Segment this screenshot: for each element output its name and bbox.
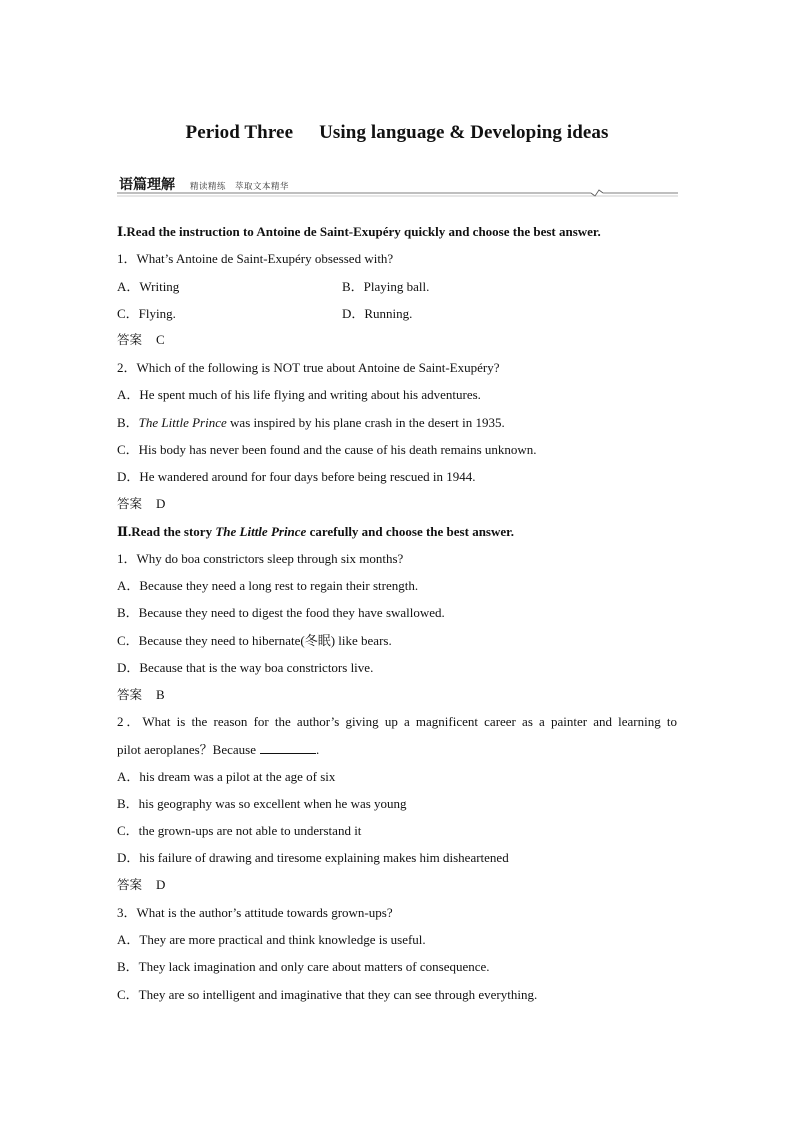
title-topic: Using language & Developing ideas bbox=[319, 122, 609, 143]
s2q3-option-c: C．They are so intelligent and imaginative that they can see through everything. bbox=[117, 987, 538, 1002]
s1q1-option-c: C．Flying. bbox=[117, 306, 176, 321]
s2q3-option-a: A．They are more practical and think knowledge is useful. bbox=[117, 932, 426, 947]
answer-label: 答案 bbox=[117, 687, 143, 702]
answer-label: 答案 bbox=[117, 877, 143, 892]
s2q3-stem: 3．What is the author’s attitude towards grown-ups? bbox=[117, 905, 393, 920]
heading-suffix: carefully and choose the best answer. bbox=[306, 524, 514, 539]
page-title bbox=[0, 122, 794, 144]
s1q1-option-a: A．Writing bbox=[117, 279, 180, 294]
answer-value: D bbox=[156, 496, 166, 511]
s2q3-option-b: B．They lack imagination and only care about matters of consequence. bbox=[117, 959, 490, 974]
section1-heading: Ⅰ.Read the instruction to Antoine de Saint-Exupéry quickly and choose the best answer. bbox=[117, 224, 601, 239]
stem-end: . bbox=[315, 742, 320, 757]
answer-blank bbox=[260, 742, 316, 754]
s1q1-stem: 1．What’s Antoine de Saint-Exupéry obsessed with? bbox=[117, 251, 394, 266]
answer-value: C bbox=[156, 332, 165, 347]
s2q1-option-d: D．Because that is the way boa constrictors live. bbox=[117, 660, 374, 675]
section2-heading bbox=[117, 524, 514, 540]
s1q1-option-d: D．Running. bbox=[342, 306, 413, 321]
banner-main-label: 语篇理解 bbox=[119, 177, 175, 193]
book-title: The Little Prince bbox=[138, 415, 227, 430]
stem-text: pilot aeroplanes？Because bbox=[117, 742, 256, 757]
s2q1-option-a: A．Because they need a long rest to regain their strength. bbox=[117, 578, 419, 593]
s1q2-stem: 2．Which of the following is NOT true about Antoine de Saint-Exupéry? bbox=[117, 360, 500, 375]
s1q1-options-row2 bbox=[117, 306, 677, 322]
answer-value: B bbox=[156, 687, 165, 702]
s2q2-answer bbox=[117, 877, 165, 893]
s2q2-stem-line2 bbox=[117, 742, 319, 758]
s2q1-option-c: C．Because they need to hibernate(冬眠) like bears. bbox=[117, 633, 392, 648]
title-period: Period Three bbox=[185, 122, 294, 143]
answer-label: 答案 bbox=[117, 332, 143, 347]
s1q1-option-b: B．Playing ball. bbox=[342, 279, 430, 294]
book-title: The Little Prince bbox=[215, 524, 307, 539]
s2q1-option-b: B．Because they need to digest the food they have swallowed. bbox=[117, 605, 445, 620]
s2q2-option-d: D．his failure of drawing and tiresome explaining makes him disheartened bbox=[117, 850, 509, 865]
answer-label: 答案 bbox=[117, 496, 143, 511]
option-text: was inspired by his plane crash in the desert in 1935. bbox=[226, 415, 505, 430]
s1q2-option-d: D．He wandered around for four days before being rescued in 1944. bbox=[117, 469, 476, 484]
s2q2-option-a: A．his dream was a pilot at the age of six bbox=[117, 769, 336, 784]
s1q2-option-b bbox=[117, 415, 505, 431]
heading-prefix: Ⅱ.Read the story bbox=[117, 524, 216, 539]
s2q1-stem: 1．Why do boa constrictors sleep through six months? bbox=[117, 551, 404, 566]
s2q2-option-b: B．his geography was so excellent when he was young bbox=[117, 796, 407, 811]
answer-value: D bbox=[156, 877, 166, 892]
s1q2-option-c: C．His body has never been found and the cause of his death remains unknown. bbox=[117, 442, 537, 457]
s1q2-option-a: A．He spent much of his life flying and writing about his adventures. bbox=[117, 387, 481, 402]
section-banner bbox=[117, 172, 678, 200]
s1q1-options-row1 bbox=[117, 279, 677, 295]
s1q1-answer bbox=[117, 332, 165, 348]
s1q2-answer bbox=[117, 496, 165, 512]
s2q2-stem-line1: 2．What is the reason for the author’s giving up a magnificent career as a painter and learning to bbox=[117, 714, 677, 729]
option-letter: B． bbox=[117, 415, 139, 430]
banner-sub-label: 精读精练 萃取文本精华 bbox=[190, 182, 290, 192]
s2q2-option-c: C．the grown-ups are not able to understand it bbox=[117, 823, 362, 838]
s2q1-answer bbox=[117, 687, 165, 703]
